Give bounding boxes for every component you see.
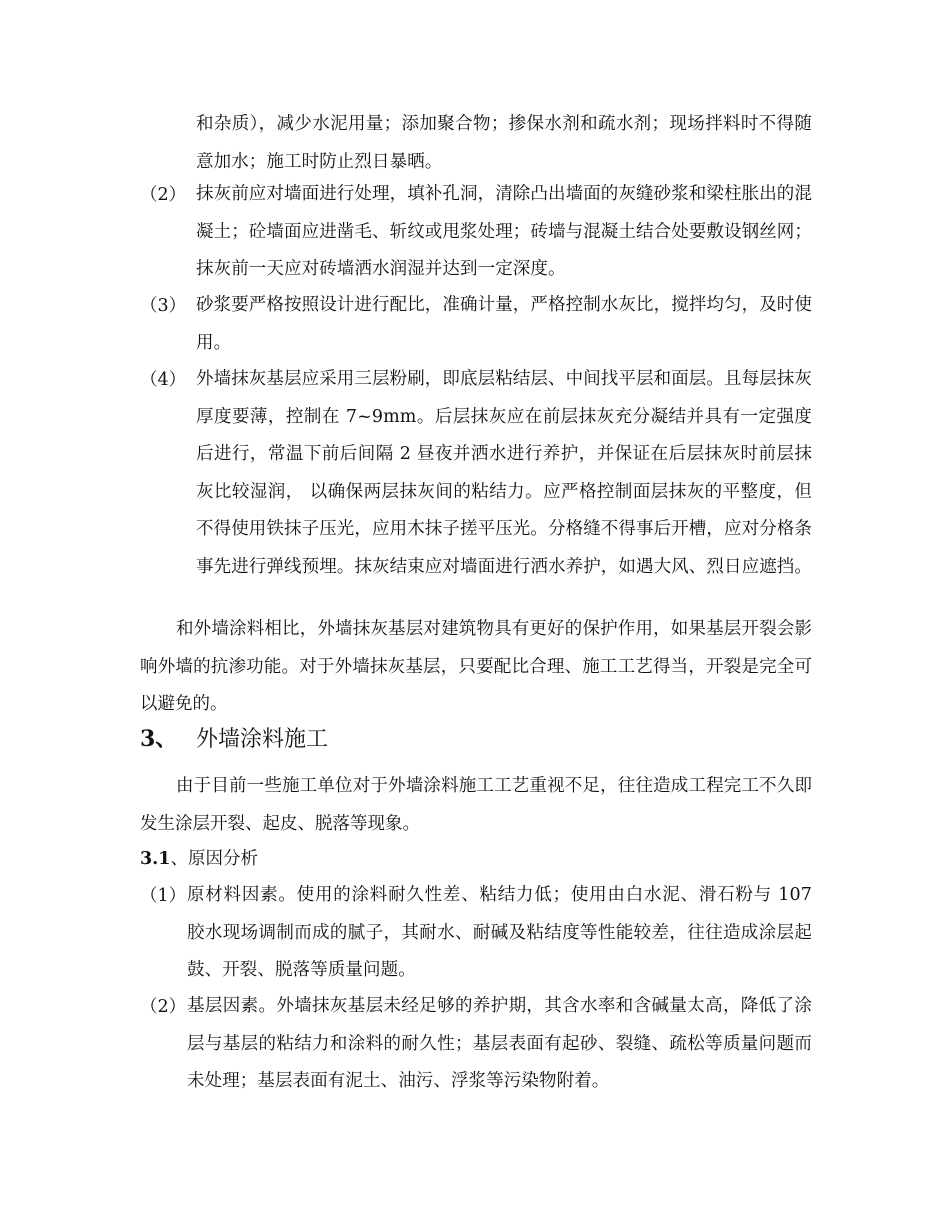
cause-1-text: 原材料因素。使用的涂料耐久性差、粘结力低；使用由白水泥、滑石粉与 107 胶水现场调制而成的腻子，其耐水、耐碱及粘结度等性能较差，往往造成涂层起鼓、开裂、脱落等质量问题。 <box>187 885 812 980</box>
item-3-text: 砂浆要严格按照设计进行配比，准确计量，严格控制水灰比，搅拌均匀，及时使用。 <box>196 295 812 353</box>
section-3-heading <box>140 724 328 755</box>
subsection-3-1-heading <box>140 847 258 871</box>
section-3-intro: 由于目前一些施工单位对于外墙涂料施工工艺重视不足，往往造成工程完工不久即发生涂层开裂、起皮、脱落等现象。 <box>140 776 812 834</box>
cause-2-number: （2） <box>140 997 187 1017</box>
item-2-text: 抹灰前应对墙面进行处理，填补孔洞，清除凸出墙面的灰缝砂浆和梁柱胀出的混凝土；砼墙面应进凿毛、斩纹或甩浆处理；砖墙与混凝土结合处要敷设钢丝网；抹灰前一天应对砖墙洒水润湿并达到一定深度。 <box>196 184 812 279</box>
item-2-number: （2） <box>140 185 187 205</box>
section-3-number: 3、 <box>140 726 178 752</box>
section-3-title: 外墙涂料施工 <box>196 727 329 752</box>
item-4-number: （4） <box>140 370 187 390</box>
subsection-3-1-title: 、原因分析 <box>170 849 258 869</box>
subsection-3-1-number: 3.1 <box>140 849 171 869</box>
cause-1-number: （1） <box>140 886 187 906</box>
summary-paragraph: 和外墙涂料相比，外墙抹灰基层对建筑物具有更好的保护作用，如果基层开裂会影响外墙的抗渗功能。对于外墙抹灰基层，只要配比合理、施工工艺得当，开裂是完全可以避免的。 <box>140 619 812 714</box>
item-1-continuation: 和杂质），减少水泥用量；添加聚合物；掺保水剂和疏水剂；现场拌料时不得随意加水；施工时防止烈日暴晒。 <box>196 114 812 172</box>
item-3-number: （3） <box>140 296 187 316</box>
item-4-text: 外墙抹灰基层应采用三层粉刷，即底层粘结层、中间找平层和面层。且每层抹灰厚度要薄，控制在 7~9mm。后层抹灰应在前层抹灰充分凝结并具有一定强度后进行，常温下前后间隔 2 昼夜并洒水进行养护，并保证在后层抹灰时前层抹灰比较湿润， 以确保两层抹灰间的粘结力。应严格控制面层抹灰的平整度，但不得使用铁抹子压光，应用木抹子搓平压光。分格缝不得事后开槽，应对分格条事先进行弹线预埋。抹灰结束应对墙面进行洒水养护，如遇大风、烈日应遮挡。 <box>196 369 812 577</box>
cause-2-text: 基层因素。外墙抹灰基层未经足够的养护期，其含水率和含碱量太高，降低了涂层与基层的粘结力和涂料的耐久性；基层表面有起砂、裂缝、疏松等质量问题而未处理；基层表面有泥土、油污、浮浆等污染物附着。 <box>187 996 812 1091</box>
